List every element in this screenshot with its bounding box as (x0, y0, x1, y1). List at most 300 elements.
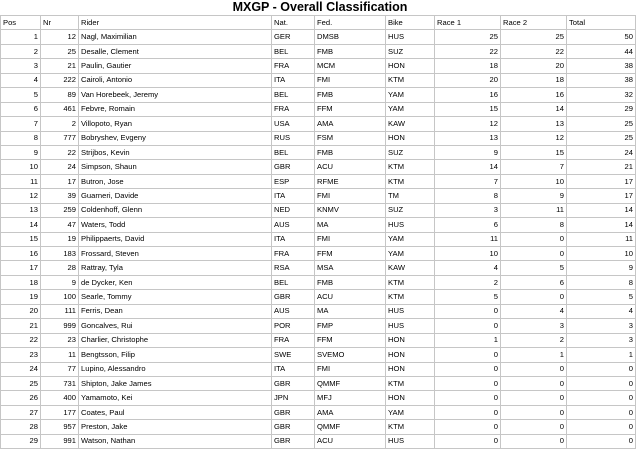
cell-total: 10 (567, 247, 636, 261)
cell-total: 4 (567, 304, 636, 318)
cell-bike: YAM (386, 102, 435, 116)
cell-bike: KTM (386, 420, 435, 434)
cell-race1: 1 (435, 333, 501, 347)
cell-bike: KTM (386, 290, 435, 304)
cell-total: 8 (567, 275, 636, 289)
cell-fed: AMA (315, 117, 386, 131)
cell-nr: 991 (41, 434, 79, 448)
cell-race2: 11 (501, 203, 567, 217)
cell-rider: Coldenhoff, Glenn (79, 203, 272, 217)
table-row (1, 333, 636, 347)
table-row (1, 203, 636, 217)
table-body (1, 30, 636, 449)
cell-nr: 23 (41, 333, 79, 347)
cell-pos: 23 (1, 348, 41, 362)
cell-nr: 12 (41, 30, 79, 44)
cell-bike: HUS (386, 319, 435, 333)
cell-nat: RUS (272, 131, 315, 145)
cell-nat: NED (272, 203, 315, 217)
cell-nr: 177 (41, 405, 79, 419)
cell-nat: SWE (272, 348, 315, 362)
cell-rider: Febvre, Romain (79, 102, 272, 116)
cell-pos: 14 (1, 218, 41, 232)
cell-pos: 11 (1, 174, 41, 188)
cell-race2: 0 (501, 247, 567, 261)
cell-nr: 11 (41, 348, 79, 362)
cell-rider: Cairoli, Antonio (79, 73, 272, 87)
cell-total: 38 (567, 59, 636, 73)
cell-pos: 29 (1, 434, 41, 448)
cell-nat: AUS (272, 218, 315, 232)
cell-race1: 20 (435, 73, 501, 87)
cell-pos: 9 (1, 145, 41, 159)
cell-rider: Philippaerts, David (79, 232, 272, 246)
cell-nat: GBR (272, 434, 315, 448)
cell-total: 25 (567, 117, 636, 131)
cell-bike: HON (386, 362, 435, 376)
column-header-race2: Race 2 (501, 16, 567, 30)
cell-fed: FMB (315, 44, 386, 58)
cell-race1: 0 (435, 376, 501, 390)
cell-total: 44 (567, 44, 636, 58)
cell-nr: 28 (41, 261, 79, 275)
cell-nat: GER (272, 30, 315, 44)
cell-nr: 47 (41, 218, 79, 232)
cell-nat: FRA (272, 333, 315, 347)
cell-pos: 17 (1, 261, 41, 275)
cell-nr: 77 (41, 362, 79, 376)
cell-nat: FRA (272, 59, 315, 73)
cell-rider: de Dycker, Ken (79, 275, 272, 289)
cell-fed: FFM (315, 333, 386, 347)
table-row (1, 44, 636, 58)
column-header-pos: Pos (1, 16, 41, 30)
table-row (1, 117, 636, 131)
column-header-nat: Nat. (272, 16, 315, 30)
table-row (1, 247, 636, 261)
cell-race2: 16 (501, 88, 567, 102)
cell-rider: Lupino, Alessandro (79, 362, 272, 376)
cell-nat: GBR (272, 290, 315, 304)
table-row (1, 88, 636, 102)
cell-race1: 15 (435, 102, 501, 116)
cell-race2: 4 (501, 304, 567, 318)
cell-bike: TM (386, 189, 435, 203)
cell-pos: 26 (1, 391, 41, 405)
cell-nr: 957 (41, 420, 79, 434)
cell-race1: 0 (435, 405, 501, 419)
cell-total: 0 (567, 376, 636, 390)
cell-rider: Strijbos, Kevin (79, 145, 272, 159)
cell-bike: KTM (386, 73, 435, 87)
cell-race1: 7 (435, 174, 501, 188)
column-header-fed: Fed. (315, 16, 386, 30)
cell-pos: 24 (1, 362, 41, 376)
table-row (1, 290, 636, 304)
cell-nr: 17 (41, 174, 79, 188)
cell-fed: FMP (315, 319, 386, 333)
cell-nat: FRA (272, 102, 315, 116)
table-row (1, 362, 636, 376)
cell-nr: 89 (41, 88, 79, 102)
cell-nat: ITA (272, 189, 315, 203)
cell-pos: 20 (1, 304, 41, 318)
cell-bike: HUS (386, 218, 435, 232)
cell-race1: 2 (435, 275, 501, 289)
table-row (1, 189, 636, 203)
cell-race1: 10 (435, 247, 501, 261)
cell-race2: 0 (501, 420, 567, 434)
table-row (1, 434, 636, 448)
cell-nat: POR (272, 319, 315, 333)
cell-rider: Shipton, Jake James (79, 376, 272, 390)
cell-bike: HON (386, 348, 435, 362)
cell-bike: HON (386, 391, 435, 405)
cell-rider: Charlier, Christophe (79, 333, 272, 347)
table-row (1, 102, 636, 116)
table-row (1, 348, 636, 362)
cell-race1: 8 (435, 189, 501, 203)
cell-rider: Van Horebeek, Jeremy (79, 88, 272, 102)
cell-nat: FRA (272, 247, 315, 261)
cell-rider: Paulin, Gautier (79, 59, 272, 73)
cell-race1: 16 (435, 88, 501, 102)
cell-total: 24 (567, 145, 636, 159)
cell-bike: KTM (386, 174, 435, 188)
cell-fed: FMI (315, 362, 386, 376)
column-header-nr: Nr (41, 16, 79, 30)
cell-race2: 10 (501, 174, 567, 188)
cell-rider: Nagl, Maximilian (79, 30, 272, 44)
cell-race2: 13 (501, 117, 567, 131)
cell-total: 0 (567, 391, 636, 405)
cell-total: 50 (567, 30, 636, 44)
cell-bike: YAM (386, 247, 435, 261)
cell-fed: FMB (315, 145, 386, 159)
column-header-total: Total (567, 16, 636, 30)
table-row (1, 261, 636, 275)
cell-rider: Frossard, Steven (79, 247, 272, 261)
cell-total: 21 (567, 160, 636, 174)
cell-nat: BEL (272, 44, 315, 58)
cell-nr: 39 (41, 189, 79, 203)
cell-total: 1 (567, 348, 636, 362)
cell-total: 17 (567, 189, 636, 203)
cell-fed: FSM (315, 131, 386, 145)
cell-nat: BEL (272, 275, 315, 289)
cell-nat: ESP (272, 174, 315, 188)
cell-nat: GBR (272, 420, 315, 434)
cell-race2: 12 (501, 131, 567, 145)
cell-nr: 100 (41, 290, 79, 304)
cell-pos: 18 (1, 275, 41, 289)
cell-bike: KAW (386, 261, 435, 275)
cell-bike: HON (386, 59, 435, 73)
cell-pos: 16 (1, 247, 41, 261)
cell-rider: Coates, Paul (79, 405, 272, 419)
column-header-bike: Bike (386, 16, 435, 30)
cell-pos: 6 (1, 102, 41, 116)
cell-fed: DMSB (315, 30, 386, 44)
cell-bike: KTM (386, 376, 435, 390)
cell-bike: KAW (386, 117, 435, 131)
cell-nr: 111 (41, 304, 79, 318)
cell-total: 11 (567, 232, 636, 246)
cell-race1: 18 (435, 59, 501, 73)
cell-nr: 2 (41, 117, 79, 131)
column-header-rider: Rider (79, 16, 272, 30)
cell-total: 0 (567, 420, 636, 434)
cell-nat: AUS (272, 304, 315, 318)
cell-nr: 461 (41, 102, 79, 116)
cell-race1: 13 (435, 131, 501, 145)
cell-nr: 183 (41, 247, 79, 261)
cell-fed: ACU (315, 290, 386, 304)
cell-fed: MCM (315, 59, 386, 73)
cell-nr: 21 (41, 59, 79, 73)
cell-nr: 24 (41, 160, 79, 174)
cell-race1: 3 (435, 203, 501, 217)
cell-fed: FMI (315, 73, 386, 87)
cell-race1: 4 (435, 261, 501, 275)
cell-pos: 13 (1, 203, 41, 217)
cell-pos: 4 (1, 73, 41, 87)
cell-fed: MA (315, 218, 386, 232)
cell-race1: 12 (435, 117, 501, 131)
cell-nat: JPN (272, 391, 315, 405)
cell-nr: 19 (41, 232, 79, 246)
cell-race2: 5 (501, 261, 567, 275)
cell-race1: 0 (435, 434, 501, 448)
cell-fed: QMMF (315, 420, 386, 434)
column-header-race1: Race 1 (435, 16, 501, 30)
cell-nr: 259 (41, 203, 79, 217)
cell-pos: 2 (1, 44, 41, 58)
cell-race2: 1 (501, 348, 567, 362)
cell-rider: Rattray, Tyla (79, 261, 272, 275)
cell-rider: Villopoto, Ryan (79, 117, 272, 131)
cell-race1: 0 (435, 319, 501, 333)
cell-bike: KTM (386, 275, 435, 289)
cell-pos: 8 (1, 131, 41, 145)
cell-fed: AMA (315, 405, 386, 419)
cell-fed: ACU (315, 160, 386, 174)
cell-nat: BEL (272, 88, 315, 102)
cell-race2: 8 (501, 218, 567, 232)
table-row (1, 145, 636, 159)
cell-pos: 12 (1, 189, 41, 203)
cell-total: 14 (567, 218, 636, 232)
cell-race2: 15 (501, 145, 567, 159)
cell-race2: 2 (501, 333, 567, 347)
cell-nat: BEL (272, 145, 315, 159)
cell-total: 32 (567, 88, 636, 102)
cell-race2: 14 (501, 102, 567, 116)
cell-fed: FFM (315, 102, 386, 116)
cell-nat: GBR (272, 160, 315, 174)
cell-rider: Simpson, Shaun (79, 160, 272, 174)
cell-race1: 14 (435, 160, 501, 174)
cell-race2: 0 (501, 391, 567, 405)
cell-fed: RFME (315, 174, 386, 188)
cell-race1: 22 (435, 44, 501, 58)
cell-race2: 6 (501, 275, 567, 289)
cell-pos: 21 (1, 319, 41, 333)
cell-pos: 5 (1, 88, 41, 102)
cell-nat: GBR (272, 376, 315, 390)
cell-fed: QMMF (315, 376, 386, 390)
cell-race1: 9 (435, 145, 501, 159)
cell-fed: ACU (315, 434, 386, 448)
cell-rider: Waters, Todd (79, 218, 272, 232)
table-row (1, 218, 636, 232)
cell-bike: SUZ (386, 203, 435, 217)
cell-nr: 9 (41, 275, 79, 289)
cell-pos: 25 (1, 376, 41, 390)
cell-nat: RSA (272, 261, 315, 275)
cell-bike: HON (386, 333, 435, 347)
cell-nr: 22 (41, 145, 79, 159)
cell-race2: 18 (501, 73, 567, 87)
cell-bike: HON (386, 131, 435, 145)
cell-race1: 5 (435, 290, 501, 304)
cell-total: 0 (567, 434, 636, 448)
cell-fed: MA (315, 304, 386, 318)
cell-total: 5 (567, 290, 636, 304)
table-row (1, 30, 636, 44)
cell-race1: 0 (435, 348, 501, 362)
cell-fed: MSA (315, 261, 386, 275)
cell-pos: 22 (1, 333, 41, 347)
table-row (1, 420, 636, 434)
cell-rider: Watson, Nathan (79, 434, 272, 448)
table-row (1, 391, 636, 405)
cell-total: 0 (567, 362, 636, 376)
cell-nat: ITA (272, 232, 315, 246)
cell-nr: 25 (41, 44, 79, 58)
cell-fed: FMB (315, 275, 386, 289)
cell-race1: 0 (435, 391, 501, 405)
table-row (1, 275, 636, 289)
table-row (1, 232, 636, 246)
table-row (1, 304, 636, 318)
cell-bike: HUS (386, 304, 435, 318)
cell-fed: SVEMO (315, 348, 386, 362)
table-row (1, 319, 636, 333)
cell-rider: Bengtsson, Filip (79, 348, 272, 362)
cell-bike: HUS (386, 30, 435, 44)
cell-rider: Yamamoto, Kei (79, 391, 272, 405)
cell-nat: GBR (272, 405, 315, 419)
cell-total: 9 (567, 261, 636, 275)
header-row (1, 16, 636, 30)
cell-race2: 3 (501, 319, 567, 333)
cell-fed: MFJ (315, 391, 386, 405)
cell-race2: 0 (501, 232, 567, 246)
cell-nr: 777 (41, 131, 79, 145)
cell-rider: Preston, Jake (79, 420, 272, 434)
table-row (1, 131, 636, 145)
cell-race2: 7 (501, 160, 567, 174)
cell-bike: KTM (386, 160, 435, 174)
cell-race2: 0 (501, 405, 567, 419)
cell-race2: 9 (501, 189, 567, 203)
cell-bike: HUS (386, 434, 435, 448)
table-row (1, 160, 636, 174)
cell-nr: 731 (41, 376, 79, 390)
cell-fed: FMB (315, 88, 386, 102)
cell-pos: 7 (1, 117, 41, 131)
cell-total: 17 (567, 174, 636, 188)
cell-bike: YAM (386, 88, 435, 102)
table-row (1, 405, 636, 419)
cell-race2: 0 (501, 290, 567, 304)
cell-race1: 11 (435, 232, 501, 246)
cell-bike: SUZ (386, 145, 435, 159)
cell-pos: 15 (1, 232, 41, 246)
cell-bike: SUZ (386, 44, 435, 58)
cell-race2: 22 (501, 44, 567, 58)
cell-bike: YAM (386, 232, 435, 246)
cell-race1: 0 (435, 362, 501, 376)
cell-pos: 19 (1, 290, 41, 304)
cell-nat: ITA (272, 73, 315, 87)
cell-rider: Guarneri, Davide (79, 189, 272, 203)
cell-nat: ITA (272, 362, 315, 376)
table-row (1, 376, 636, 390)
cell-race1: 0 (435, 304, 501, 318)
cell-race2: 0 (501, 376, 567, 390)
cell-race1: 6 (435, 218, 501, 232)
cell-race1: 25 (435, 30, 501, 44)
cell-rider: Bobryshev, Evgeny (79, 131, 272, 145)
cell-total: 25 (567, 131, 636, 145)
cell-fed: FFM (315, 247, 386, 261)
cell-race2: 25 (501, 30, 567, 44)
cell-nr: 222 (41, 73, 79, 87)
cell-pos: 3 (1, 59, 41, 73)
cell-pos: 28 (1, 420, 41, 434)
table-row (1, 174, 636, 188)
cell-total: 0 (567, 405, 636, 419)
cell-total: 3 (567, 319, 636, 333)
cell-pos: 1 (1, 30, 41, 44)
cell-total: 29 (567, 102, 636, 116)
classification-table (0, 15, 636, 449)
cell-fed: FMI (315, 189, 386, 203)
cell-rider: Desalle, Clement (79, 44, 272, 58)
cell-fed: FMI (315, 232, 386, 246)
cell-rider: Butron, Jose (79, 174, 272, 188)
cell-nr: 999 (41, 319, 79, 333)
page-title: MXGP - Overall Classification (232, 0, 408, 14)
cell-rider: Ferris, Dean (79, 304, 272, 318)
cell-total: 38 (567, 73, 636, 87)
cell-total: 14 (567, 203, 636, 217)
cell-total: 3 (567, 333, 636, 347)
cell-fed: KNMV (315, 203, 386, 217)
cell-race2: 20 (501, 59, 567, 73)
cell-rider: Goncalves, Rui (79, 319, 272, 333)
cell-race1: 0 (435, 420, 501, 434)
cell-pos: 27 (1, 405, 41, 419)
cell-race2: 0 (501, 434, 567, 448)
cell-rider: Searle, Tommy (79, 290, 272, 304)
table-row (1, 59, 636, 73)
cell-bike: YAM (386, 405, 435, 419)
cell-nr: 400 (41, 391, 79, 405)
table-row (1, 73, 636, 87)
